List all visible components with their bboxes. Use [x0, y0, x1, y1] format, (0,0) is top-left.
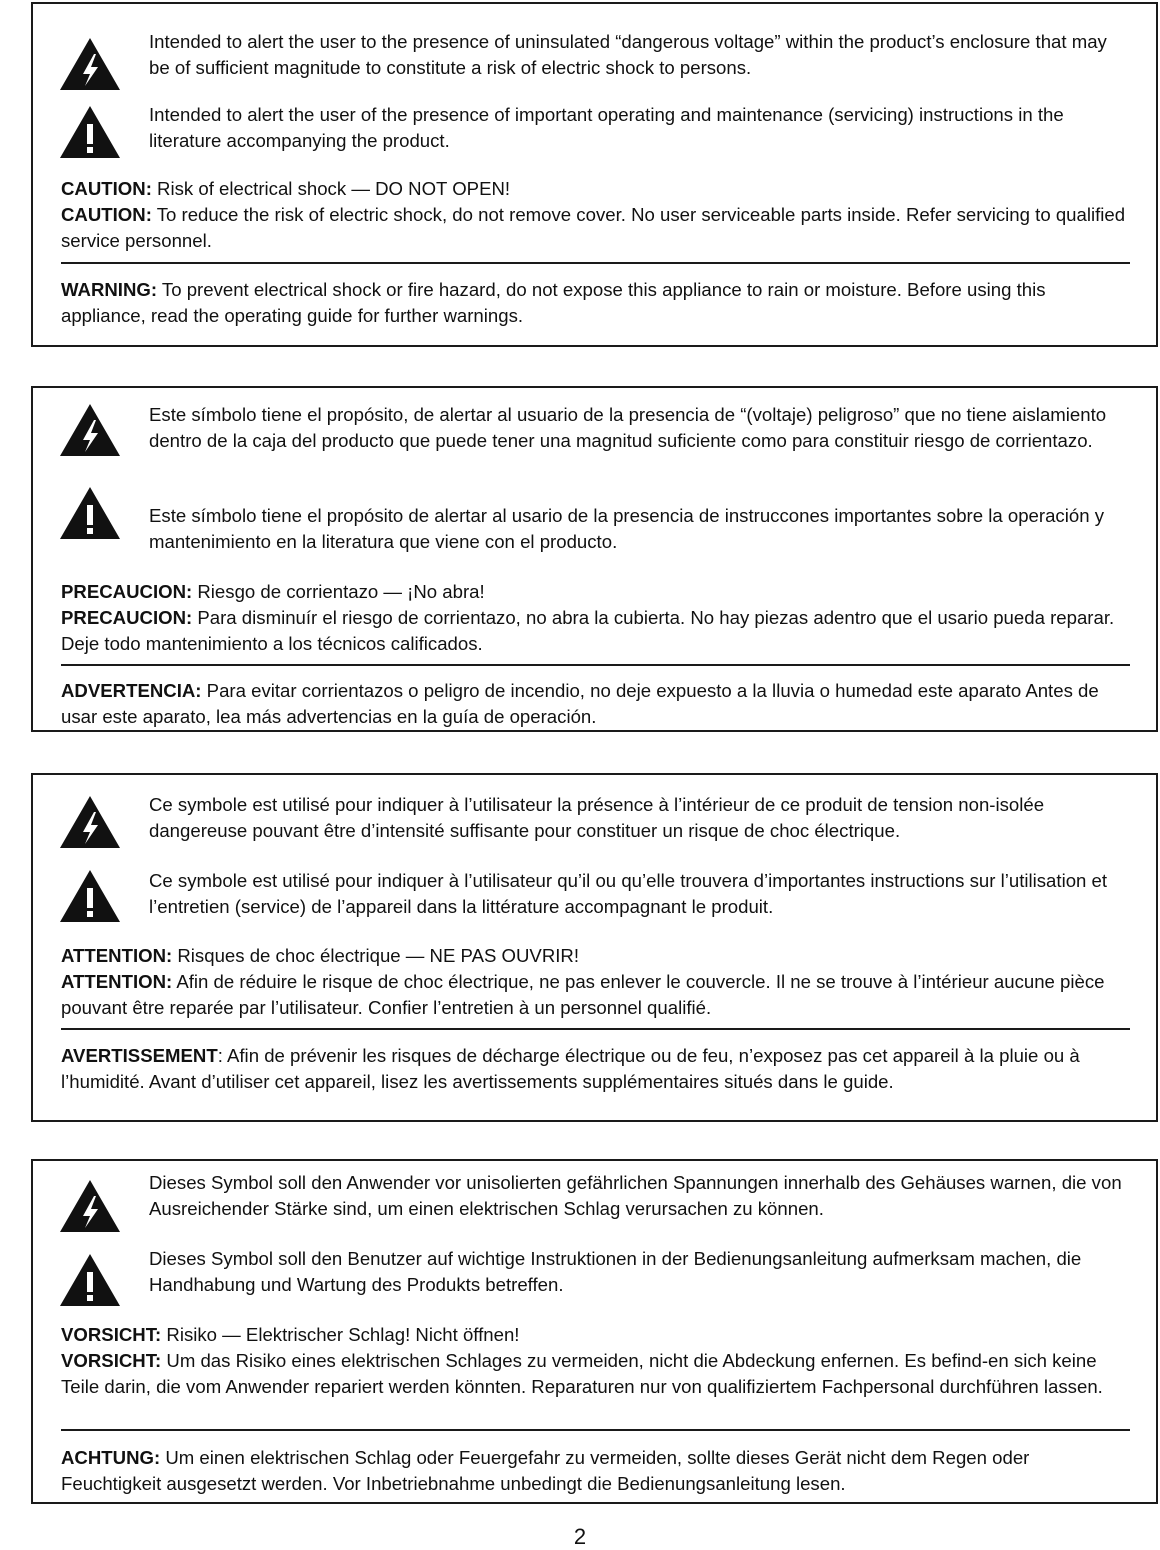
lightning-bolt-triangle-icon [58, 1178, 122, 1234]
exclamation-triangle-icon [58, 104, 122, 160]
caution-line-1 [61, 579, 1132, 605]
instructions-symbol-text: Intended to alert the user of the presence of important operating and maintenance (servicing) instructions in the literature accompanying the product. [149, 104, 1064, 151]
warning-text: Para evitar corrientazos o peligro de incendio, no deje expuesto a la lluvia o humedad este aparato Antes de usar este aparato, lea más advertencias en la guía de operación. [61, 680, 1099, 727]
warning-label: ADVERTENCIA: [61, 680, 202, 701]
exclamation-triangle-icon [58, 1252, 122, 1308]
caution-label: PRECAUCION: [61, 581, 193, 602]
caution-line-1 [61, 943, 1132, 969]
caution-label: PRECAUCION: [61, 607, 193, 628]
lightning-bolt-triangle-icon [58, 794, 122, 850]
caution-line-1 [61, 1322, 1132, 1348]
caution-text: To reduce the risk of electric shock, do not remove cover. No user serviceable parts inside. Refer servicing to qualified service personnel. [61, 204, 1126, 251]
warning-box-french [31, 773, 1158, 1122]
warning-box-english [31, 2, 1158, 347]
caution-line-2 [61, 202, 1132, 254]
exclamation-triangle-icon [58, 485, 122, 541]
divider [61, 1429, 1130, 1431]
caution-label: CAUTION: [61, 204, 152, 225]
warning-paragraph [61, 678, 1132, 730]
warning-label: WARNING: [61, 279, 158, 300]
warning-text: To prevent electrical shock or fire hazard, do not expose this appliance to rain or moisture. Before using this appliance, read the operating guide for further warnings. [61, 279, 1046, 326]
caution-label: ATTENTION: [61, 971, 173, 992]
voltage-symbol-text: Dieses Symbol soll den Anwender vor unisolierten gefährlichen Spannungen innerhalb des Gehäuses warnen, die von Ausreichender Stärke sind, um einen elektrischen Schlag verursachen zu können. [149, 1172, 1122, 1219]
warning-text: : Afin de prévenir les risques de décharge électrique ou de feu, n’exposez pas cet appareil à la pluie ou à l’humidité. Avant d’utiliser cet appareil, lisez les avertissements supplémentaires situés dans le guide. [61, 1045, 1080, 1092]
warning-label: AVERTISSEMENT [61, 1045, 218, 1066]
warning-paragraph [61, 1043, 1132, 1095]
lightning-bolt-triangle-icon [58, 402, 122, 458]
warning-paragraph [61, 277, 1132, 329]
caution-label: CAUTION: [61, 178, 152, 199]
page-number: 2 [573, 1524, 587, 1549]
caution-label: VORSICHT: [61, 1350, 162, 1371]
caution-text: Risques de choc électrique — NE PAS OUVRIR! [172, 945, 580, 966]
instructions-symbol-text: Dieses Symbol soll den Benutzer auf wichtige Instruktionen in der Bedienungsanleitung aufmerksam machen, die Handhabung und Wartung des Produkts betreffen. [149, 1248, 1082, 1295]
warning-text: Um einen elektrischen Schlag oder Feuergefahr zu vermeiden, sollte dieses Gerät nicht dem Regen oder Feuchtigkeit ausgesetzt werden. Vor Inbetriebnahme unbedingt die Bedienungsanleitung lesen. [61, 1447, 1030, 1494]
instructions-symbol-text: Ce symbole est utilisé pour indiquer à l’utilisateur qu’il ou qu’elle trouvera d’importantes instructions sur l’utilisation et l’entretien (service) de l’appareil dans la littérature accompagnant le produit. [149, 870, 1108, 917]
voltage-symbol-text: Intended to alert the user to the presence of uninsulated “dangerous voltage” within the product’s enclosure that may be of sufficient magnitude to constitute a risk of electric shock to persons. [149, 31, 1107, 78]
caution-text: Risiko — Elektrischer Schlag! Nicht öffnen! [161, 1324, 520, 1345]
warning-box-spanish [31, 386, 1158, 732]
caution-text: Para disminuír el riesgo de corrientazo, no abra la cubierta. No hay piezas adentro que el usario pueda reparar. Deje todo mantenimiento a los técnicos calificados. [61, 607, 1115, 654]
caution-line-1 [61, 176, 1132, 202]
caution-text: Um das Risiko eines elektrischen Schlages zu vermeiden, nicht die Abdeckung enfernen. Es befind-en sich keine Teile darin, die vom Anwender repariert werden könnten. Reparaturen nur von qualifiziertem Fachpersonal durchführen lassen. [61, 1350, 1103, 1397]
warning-box-german [31, 1159, 1158, 1504]
lightning-bolt-triangle-icon [58, 36, 122, 92]
caution-line-2 [61, 969, 1132, 1021]
caution-text: Riesgo de corrientazo — ¡No abra! [192, 581, 485, 602]
divider [61, 664, 1130, 666]
caution-label: ATTENTION: [61, 945, 173, 966]
caution-text: Risk of electrical shock — DO NOT OPEN! [151, 178, 511, 199]
caution-label: VORSICHT: [61, 1324, 162, 1345]
divider [61, 1028, 1130, 1030]
voltage-symbol-text: Este símbolo tiene el propósito, de alertar al usuario de la presencia de “(voltaje) peligroso” que no tiene aislamiento dentro de la caja del producto que puede tener una magnitud suficiente como para constituir riesgo de corrientazo. [149, 404, 1107, 451]
instructions-symbol-text: Este símbolo tiene el propósito de alertar al usario de la presencia de instruccones importantes sobre la operación y mantenimiento en la literatura que viene con el producto. [149, 505, 1105, 552]
caution-line-2 [61, 1348, 1132, 1400]
warning-label: ACHTUNG: [61, 1447, 161, 1468]
exclamation-triangle-icon [58, 868, 122, 924]
warning-paragraph [61, 1445, 1132, 1497]
caution-line-2 [61, 605, 1132, 657]
divider [61, 262, 1130, 264]
voltage-symbol-text: Ce symbole est utilisé pour indiquer à l’utilisateur la présence à l’intérieur de ce produit de tension non-isolée dangereuse pouvant être d’intensité suffisante pour constituer un risque de choc électrique. [149, 794, 1045, 841]
caution-text: Afin de réduire le risque de choc électrique, ne pas enlever le couvercle. Il ne se trouve à l’intérieur aucune pièce pouvant être reparée par l’utilisateur. Confier l’entretien à un personnel qualifié. [61, 971, 1105, 1018]
